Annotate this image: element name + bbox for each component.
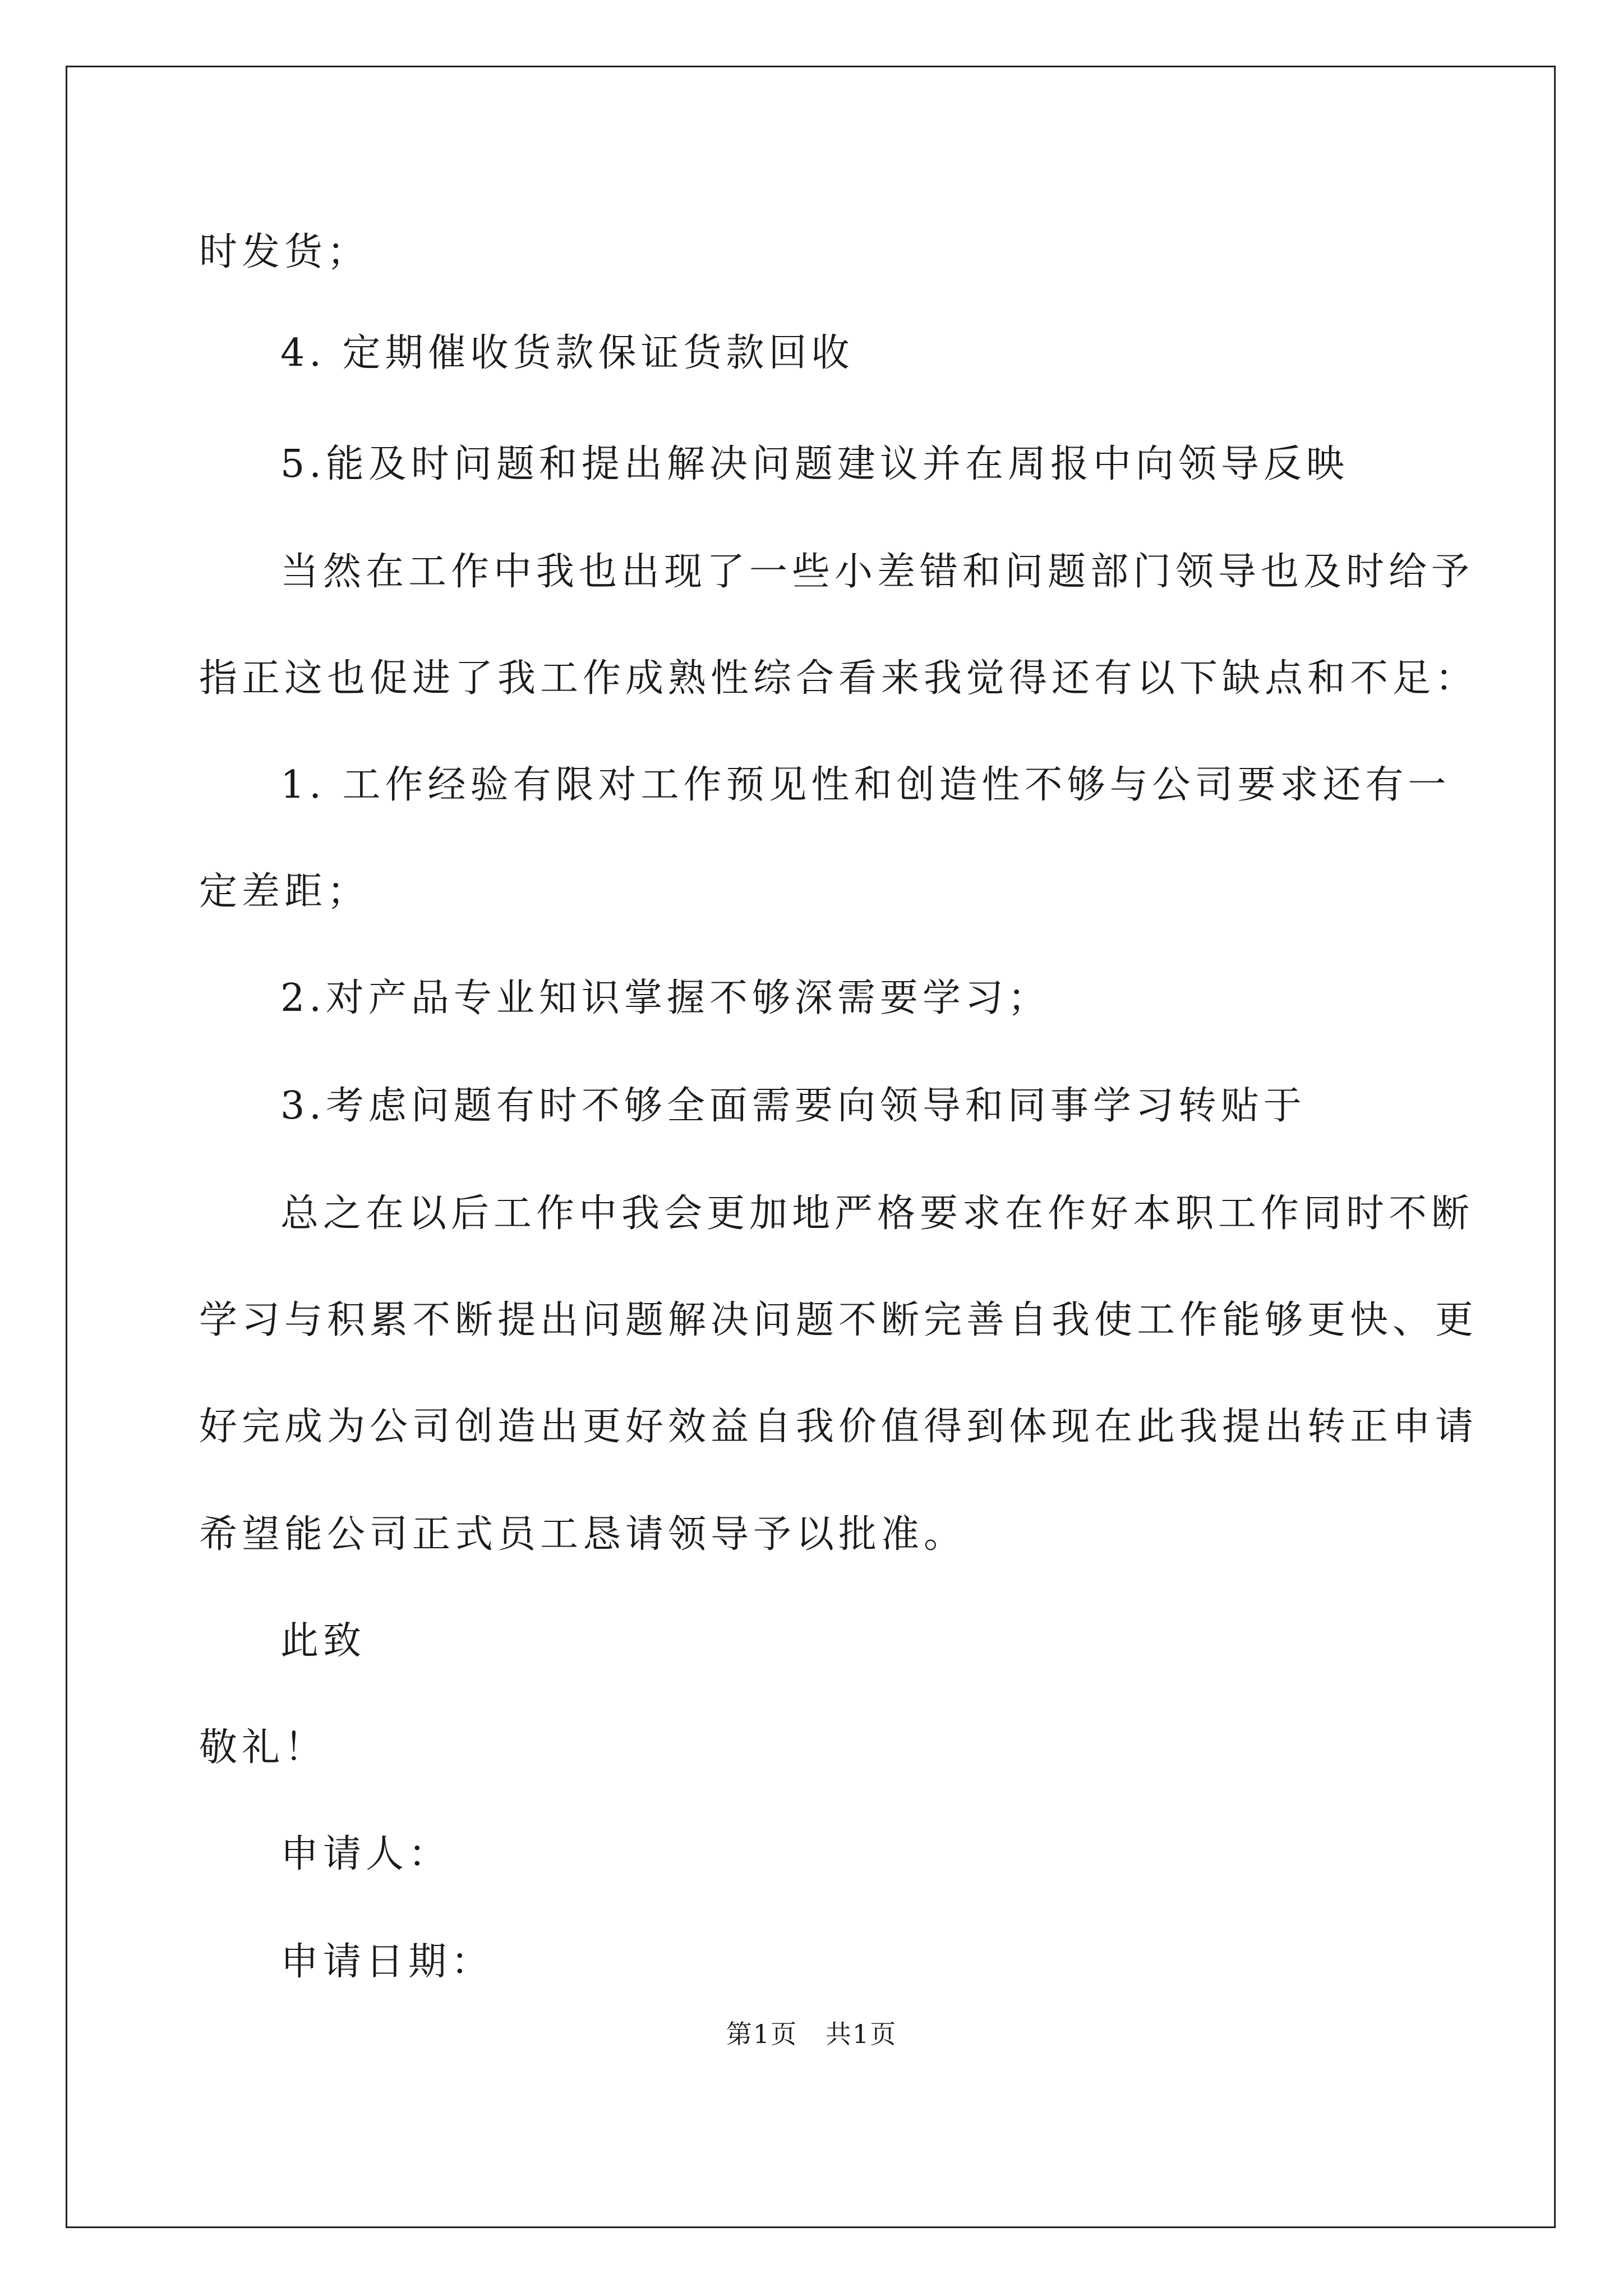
list-item-3: 3.考虑问题有时不够全面需要向领导和同事学习转贴于 — [280, 1084, 1306, 1128]
text-line: 定差距； — [199, 869, 370, 914]
applicant-label: 申请人： — [280, 1832, 451, 1876]
paragraph-line: 学习与积累不断提出问题解决问题不断完善自我使工作能够更快、更 — [199, 1298, 1478, 1342]
paragraph-line: 指正这也促进了我工作成熟性综合看来我觉得还有以下缺点和不足： — [199, 656, 1478, 701]
paragraph-line: 当然在工作中我也出现了一些小差错和问题部门领导也及时给予 — [280, 550, 1474, 594]
closing-regards: 敬礼！ — [199, 1726, 328, 1770]
page-footer: 第1页 共1页 — [726, 2019, 897, 2049]
list-item-1: 1. 工作经验有限对工作预见性和创造性不够与公司要求还有一 — [280, 763, 1451, 807]
list-item-5: 5.能及时问题和提出解决问题建议并在周报中向领导反映 — [280, 442, 1349, 486]
paragraph-line: 好完成为公司创造出更好效益自我价值得到体现在此我提出转正申请 — [199, 1405, 1478, 1449]
page-border — [66, 66, 1556, 2228]
list-item-4: 4. 定期催收货款保证货款回收 — [280, 331, 854, 375]
closing-salutation: 此致 — [280, 1619, 366, 1663]
paragraph-line: 希望能公司正式员工恳请领导予以批准。 — [199, 1512, 967, 1557]
text-line: 时发货； — [199, 230, 370, 274]
application-date-label: 申请日期： — [280, 1940, 494, 1984]
list-item-2: 2.对产品专业知识掌握不够深需要学习； — [280, 976, 1050, 1020]
paragraph-line: 总之在以后工作中我会更加地严格要求在作好本职工作同时不断 — [280, 1191, 1474, 1236]
